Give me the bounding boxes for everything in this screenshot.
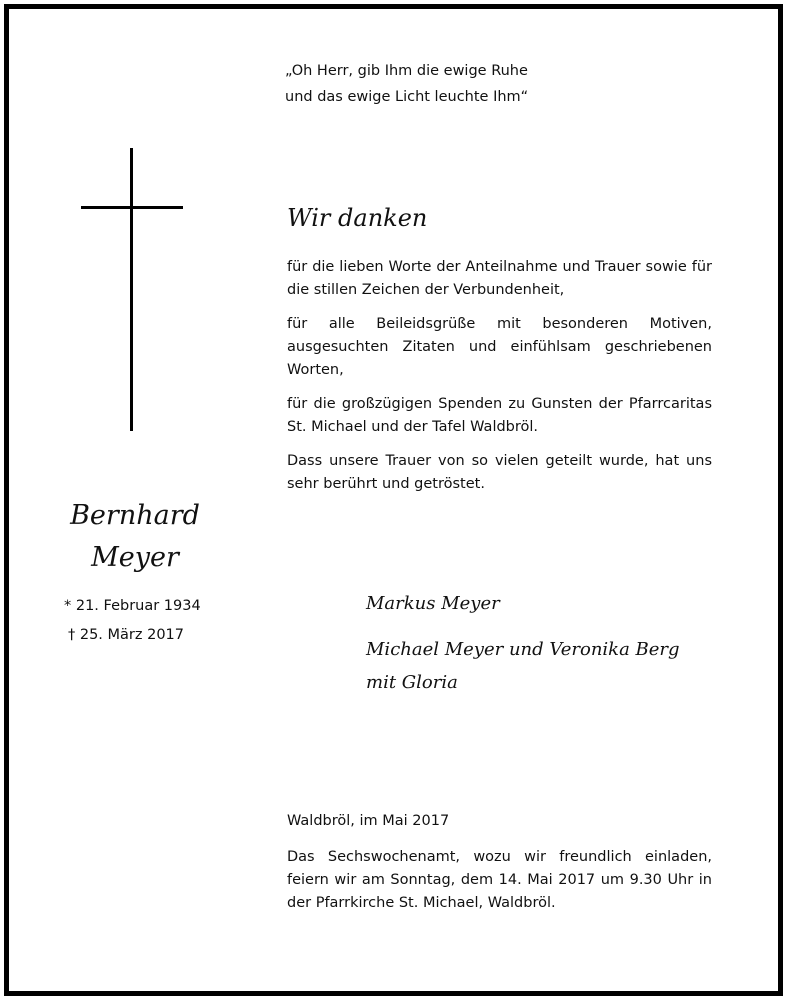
heading-wir-danken: Wir danken bbox=[287, 204, 428, 232]
death-date: † 25. März 2017 bbox=[68, 627, 185, 643]
thanks-paragraph-3: für die großzügigen Spenden zu Gunsten der Pfarrcaritas St. Michael und der Tafel Waldbröl. bbox=[287, 396, 712, 435]
place-date: Waldbröl, im Mai 2017 bbox=[287, 813, 450, 829]
birth-date: * 21. Februar 1934 bbox=[64, 598, 201, 614]
thanks-paragraph-2: für alle Beileidsgrüße mit besonderen Motiven, ausgesuchten Zitaten und einfühlsam geschriebenen Worten, bbox=[287, 316, 712, 378]
quote-line-2: und das ewige Licht leuchte Ihm“ bbox=[285, 89, 529, 105]
quote-line-1: „Oh Herr, gib Ihm die ewige Ruhe bbox=[285, 63, 528, 79]
service-note: Das Sechswochenamt, wozu wir freundlich einladen, feiern wir am Sonntag, dem 14. Mai 2017 um 9.30 Uhr in der Pfarrkirche St. Michael, Waldbröl. bbox=[287, 849, 712, 911]
deceased-first-name: Bernhard bbox=[70, 500, 200, 531]
thanks-paragraph-4: Dass unsere Trauer von so vielen geteilt wurde, hat uns sehr berührt und getröstet. bbox=[287, 453, 712, 492]
thanks-paragraph-1: für die lieben Worte der Anteilnahme und Trauer sowie für die stillen Zeichen der Verbundenheit, bbox=[287, 259, 712, 298]
signature-line-2: Michael Meyer und Veronika Berg bbox=[366, 639, 680, 660]
deceased-last-name: Meyer bbox=[91, 542, 179, 573]
signature-line-1: Markus Meyer bbox=[366, 593, 500, 614]
signature-line-3: mit Gloria bbox=[366, 672, 458, 693]
